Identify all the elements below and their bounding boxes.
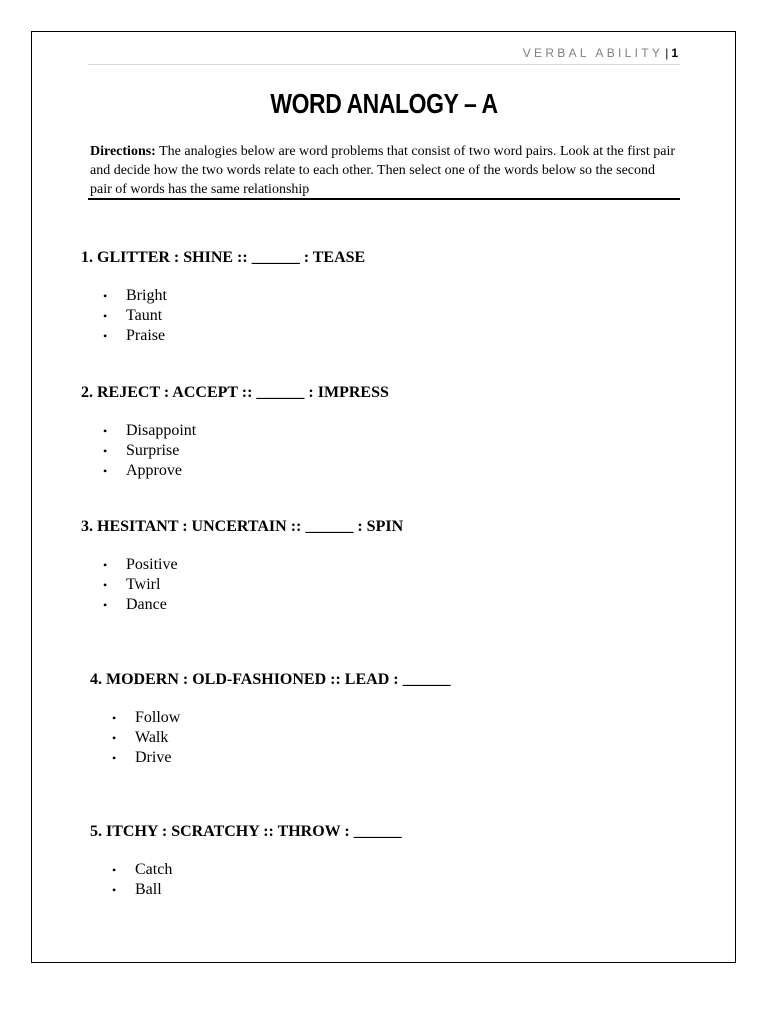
- option-item: • Walk: [112, 728, 180, 748]
- question-4-options: [112, 708, 180, 768]
- document-title: WORD ANALOGY – A: [270, 88, 498, 119]
- question-4: 4. MODERN : OLD-FASHIONED :: LEAD : ______: [90, 671, 451, 688]
- running-header-separator: |: [665, 46, 669, 60]
- option-item: • Follow: [112, 708, 180, 728]
- option-item: • Dance: [103, 595, 178, 615]
- option-item: • Drive: [112, 748, 180, 768]
- running-header-title: VERBAL ABILITY: [522, 46, 664, 60]
- question-2-options: [103, 421, 196, 481]
- directions-paragraph: [90, 142, 680, 199]
- page-number: 1: [671, 46, 678, 60]
- option-item: • Disappoint: [103, 421, 196, 441]
- question-3-options: [103, 555, 178, 615]
- option-item: • Surprise: [103, 441, 196, 461]
- directions-label: Directions:: [90, 144, 156, 159]
- question-5-options: [112, 860, 172, 900]
- question-3: 3. HESITANT : UNCERTAIN :: ______ : SPIN: [81, 518, 404, 535]
- option-item: • Positive: [103, 555, 178, 575]
- option-item: • Praise: [103, 326, 167, 346]
- question-2: 2. REJECT : ACCEPT :: ______ : IMPRESS: [81, 384, 389, 401]
- option-item: • Twirl: [103, 575, 178, 595]
- header-divider: [88, 64, 680, 65]
- option-item: • Ball: [112, 880, 172, 900]
- question-1: 1. GLITTER : SHINE :: ______ : TEASE: [81, 249, 366, 266]
- option-item: • Approve: [103, 461, 196, 481]
- directions-text: The analogies below are word problems that consist of two word pairs. Look at the first pair and decide how the two words relate to each other. Then select one of the words below so the second pair of words has the same relationship: [90, 144, 676, 197]
- option-item: • Catch: [112, 860, 172, 880]
- option-item: • Bright: [103, 286, 167, 306]
- question-5: 5. ITCHY : SCRATCHY :: THROW : ______: [90, 823, 402, 840]
- running-header: [523, 46, 678, 60]
- option-item: • Taunt: [103, 306, 167, 326]
- question-1-options: [103, 286, 167, 346]
- directions-divider: [88, 198, 680, 200]
